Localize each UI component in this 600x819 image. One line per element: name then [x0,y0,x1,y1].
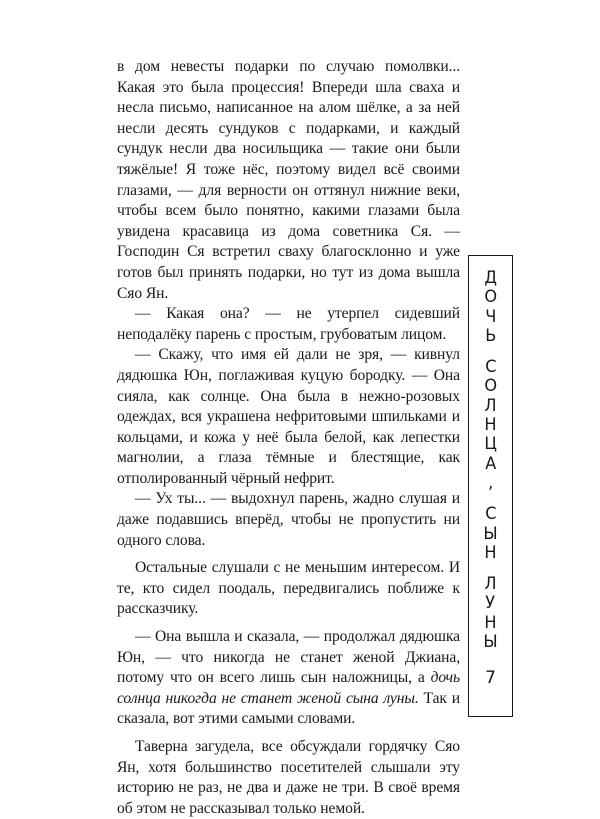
vertical-book-title [469,269,512,652]
paragraph-italic-text: дочь солнца никогда не станет женой сына луны. [117,669,460,707]
title-letter: О [484,287,497,308]
book-page-text [117,57,460,819]
title-letter: Д [484,268,497,288]
title-letter: С [484,504,497,525]
paragraph: Таверна загудела, все обсуждали гордячку Сяо Ян, хотя большинство посетителей слышали эту историю не раз, не два и даже не три. В своё время об этом не рассказывал только немой. [117,738,460,817]
title-letter: У [485,593,496,614]
title-letter: Ь [484,325,497,346]
paragraph: — Скажу, что имя ей дали не зря, — кивнул дядюшка Юн, поглаживая куцую бородку. — Она сияла, как солнце. Она была в нежно-розовых одеждах, вся украшена нефритовыми шпильками и кольцами, и кожа у неё была белой, как лепестки магнолии, а глаза тёмные и блестящие, как отполированный чёрный нефрит. [117,346,460,487]
title-letter: О [484,376,497,397]
title-letter: Л [484,574,497,595]
title-letter: Н [484,612,497,633]
title-letter: Н [484,542,497,563]
title-letter: С [484,357,497,378]
paragraph: Остальные слушали с не меньшим интересом. И те, кто сидел поодаль, передвигались поближе к рассказчику. [117,559,460,618]
paragraph: — Ух ты... — выдохнул парень, жадно слушая и даже подавшись вперёд, чтобы не пропустить ни одного слова. [117,490,460,549]
page-number: 7 [485,668,496,688]
title-letter: Ы [483,632,498,653]
title-letter: Ц [484,434,497,455]
title-letter: А [484,453,497,474]
title-letter: Ч [484,306,497,327]
paragraph: в дом невесты подарки по случаю помолвки... Какая это была процессия! Впереди шла сваха и несла письмо, написанное на алом шёлке, а за ней несли десять сундуков с подарками, и каждый сундук несли два носильщика — такие они были тяжёлые! Я тоже нёс, поэтому видел всё своими глазами, — для верности он оттянул нижние веки, чтобы всем было понятно, какими глазами была увидена красавица из дома советника Ся. — Господин Ся встретил сваху благосклонно и уже готов был принять подарки, но тут из дома вышла Сяо Ян. [117,58,460,302]
paragraph: — Какая она? — не утерпел сидевший неподалёку парень с простым, грубоватым лицом. [117,305,460,343]
title-letter: Н [484,415,497,436]
title-letter: Ы [483,523,498,544]
paragraph-text: — Она вышла и сказала, — продолжал дядюшка Юн, — что никогда не станет женой Джиана, потому что он всего лишь сын наложницы, а [117,628,460,687]
title-letter: Л [484,395,497,416]
side-title-tab [468,255,513,717]
paragraph-text: Так и сказала, вот этими самыми словами. [117,689,460,728]
paragraph [117,627,460,730]
title-letter: , [487,472,494,493]
